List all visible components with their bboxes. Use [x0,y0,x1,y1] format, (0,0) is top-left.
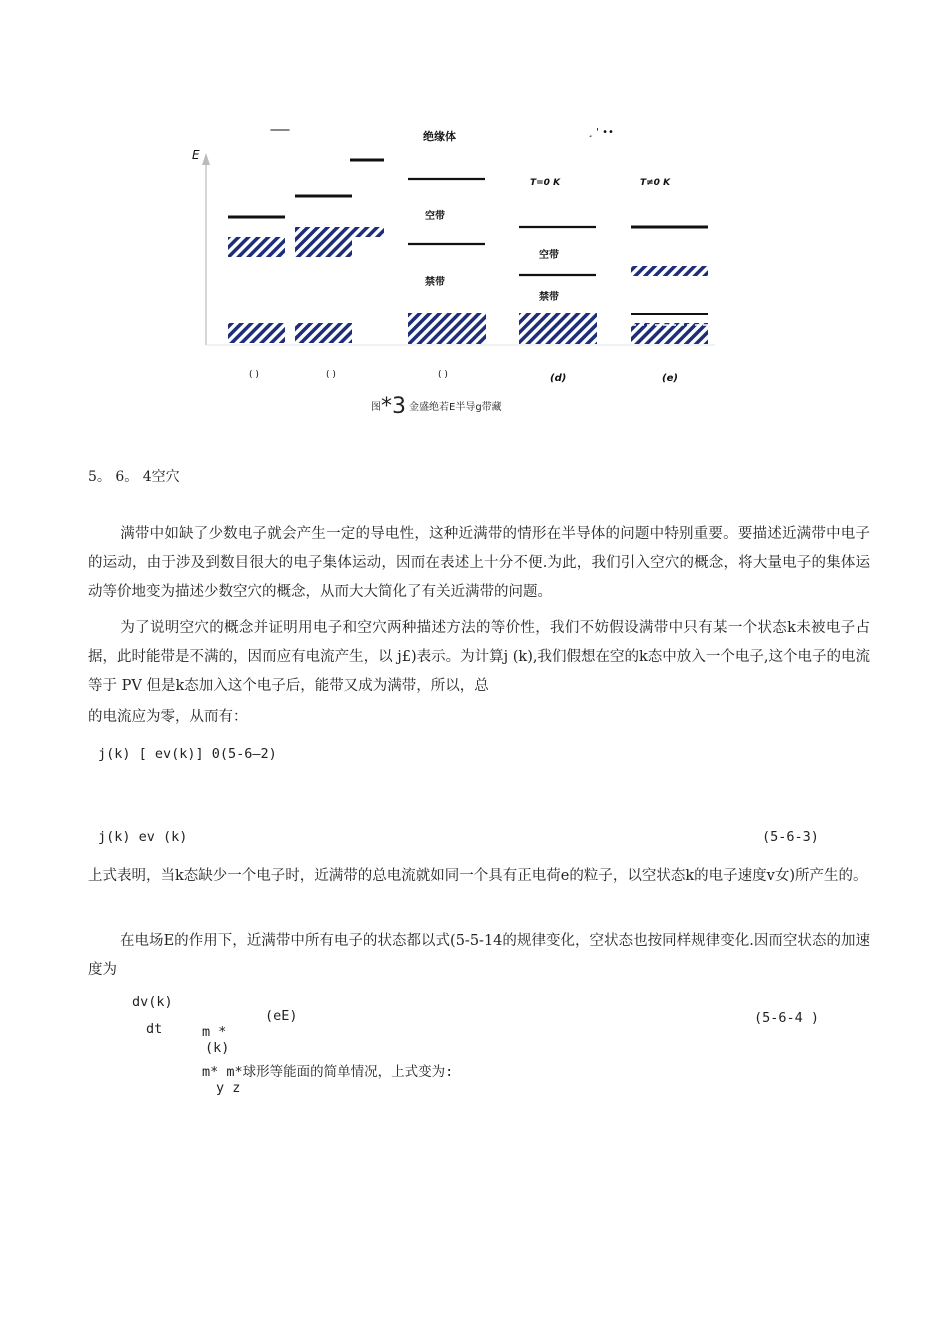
energy-axis-arrow [202,153,210,165]
paragraph-3: 的电流应为零，从而有： [88,709,248,725]
panel-a-header: ——— [270,125,288,134]
panel-c-empty-band-label: 空带 [425,211,445,222]
figure-caption [371,394,502,419]
equation-5-6-3-number: (5-6-3) [762,829,819,845]
panel-d-empty-band-label: 空带 [539,250,559,261]
panel-a-upper-band [228,237,285,257]
band-diagram-figure [180,115,740,395]
paragraph-4: 上式表明，当k态缺少一个电子时，近满带的总电流就如同一个具有正电荷e的粒子，以空状态k的电子速度v女)所产生的。 [88,868,868,884]
panel-c-filled-band [408,313,486,344]
panel-d-forbidden-band-label: 禁带 [539,292,559,303]
panel-label-b: ( ) [326,370,336,380]
panel-label-d: (d) [550,373,567,384]
panel-a-lower-band [228,323,285,343]
eq3-text-line: m* m*球形等能面的简单情况，上式变为: [202,1064,454,1080]
eq3-denominator: dt [146,1021,163,1037]
equation-5-6-2: j(k) [ ev(k)] 0(5-6—2) [98,746,277,762]
caption-prefix: 图 [371,402,381,413]
axis-label-e: E [192,148,200,162]
panel-b-lower-band [295,323,352,343]
caption-text: 金盛绝若E半导g带藏 [409,402,502,413]
eq3-numerator: dv(k) [132,994,173,1010]
panel-b-upper-band [295,227,352,257]
caption-number: *3 [381,394,406,419]
eq3-ee: (eE) [265,1008,298,1024]
temp-label-d: T=0 K [530,178,561,188]
panel-e-conduction-electrons [631,266,708,276]
panel-d-filled-band [519,313,597,344]
paragraph-5: 在电场E的作用下，近满带中所有电子的状态都以式(5-5-14的规律变化，空状态也按同样规律变化.因而空状态的加速度为 [88,933,870,978]
panel-e-valence-band [631,323,708,344]
panel-b-overlap-band [350,227,384,237]
panel-c-header: 绝缘体 [423,130,456,143]
panel-label-a: ( ) [249,370,259,380]
panel-de-header: ¸ ' •• [588,127,614,138]
paragraph-1: 满带中如缺了少数电子就会产生一定的导电性，这种近满带的情形在半导体的问题中特别重要。要描述近满带中电子的运动，由于涉及到数目很大的电子集体运动，因而在表述上十分不便.为此，我们引入空穴的概念，将大量电子的集体运动等价地变为描述少数空穴的概念，从而大大简化了有关近满带的问题。 [88,526,870,600]
panel-label-e: (e) [662,373,678,384]
paragraph-2: 为了说明空穴的概念并证明用电子和空穴两种描述方法的等价性，我们不妨假设满带中只有某一个状态k未被电子占据，此时能带是不满的，因而应有电流产生，以 j£)表示。为计算j (k),我们假想在空的k态中放入一个电子,这个电子的电流等于 PV 但是k态加入这个电子后，能带又成为满带，所以，总 [88,620,870,694]
panel-c-forbidden-band-label: 禁带 [425,277,445,288]
equation-5-6-4-number: (5-6-4 ) [754,1010,820,1026]
panel-label-c: ( ) [438,370,448,380]
eq3-mstar: m * [202,1024,227,1040]
section-heading: 5。 6。 4空穴 [88,469,180,485]
eq3-k: (k) [205,1040,230,1056]
eq3-yz: y z [216,1080,241,1096]
equation-5-6-3-lhs: j(k) ev (k) [98,829,188,845]
temp-label-e: T≠0 K [640,178,671,188]
